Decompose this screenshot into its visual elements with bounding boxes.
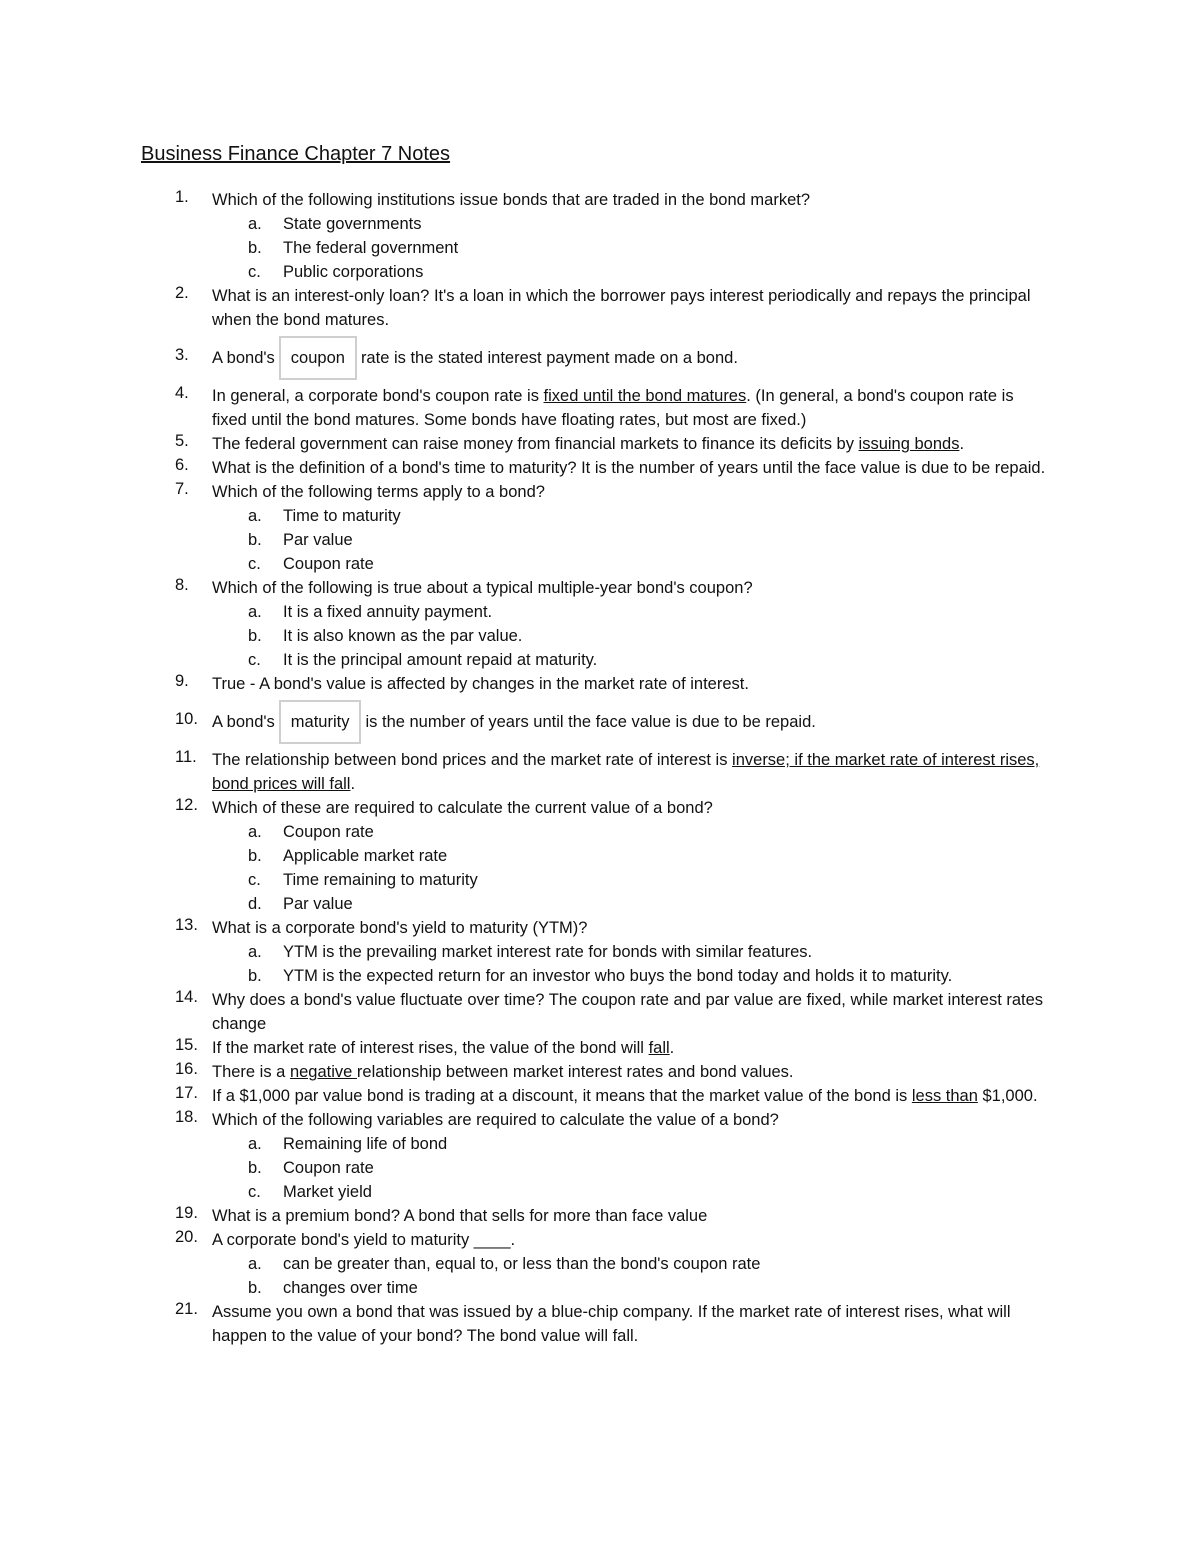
question-number: 17. xyxy=(175,1084,198,1102)
question-item xyxy=(0,1084,1200,1108)
question-text: What is the definition of a bond's time to maturity? It is the number of years until the face value is due to be repaid. xyxy=(212,459,1046,477)
option-letter: b. xyxy=(248,847,262,865)
option-letter: b. xyxy=(248,627,262,645)
question-list xyxy=(0,188,1200,1348)
option-text: Public corporations xyxy=(283,263,424,281)
question-number: 19. xyxy=(175,1204,198,1222)
question-text: Assume you own a bond that was issued by a blue-chip company. If the market rate of interest rises, what will happen to the value of your bond? The bond value will fall. xyxy=(212,1303,1011,1345)
underlined-answer: fall xyxy=(648,1039,670,1057)
question-item xyxy=(0,456,1200,480)
option-letter: d. xyxy=(248,895,262,913)
answer-option xyxy=(0,212,1200,236)
question-text xyxy=(212,332,1050,384)
question-text-post: rate is the stated interest payment made on a bond. xyxy=(360,349,738,367)
option-text: Coupon rate xyxy=(283,1159,374,1177)
question-item xyxy=(0,1108,1200,1132)
option-text: Par value xyxy=(283,531,353,549)
question-item xyxy=(0,1204,1200,1228)
answer-option xyxy=(0,260,1200,284)
answer-option xyxy=(0,892,1200,916)
question-text: Why does a bond's value fluctuate over time? The coupon rate and par value are fixed, while market interest rates change xyxy=(212,991,1044,1033)
answer-option xyxy=(0,528,1200,552)
page-title: Business Finance Chapter 7 Notes xyxy=(141,143,451,165)
question-text: What is a premium bond? A bond that sells for more than face value xyxy=(212,1207,708,1225)
answer-option xyxy=(0,648,1200,672)
option-text: It is also known as the par value. xyxy=(283,627,523,645)
question-text-pre: The relationship between bond prices and the market rate of interest is xyxy=(212,751,733,769)
answer-option xyxy=(0,1252,1200,1276)
option-text: Remaining life of bond xyxy=(283,1135,448,1153)
question-text-post: . xyxy=(669,1039,675,1057)
answer-option xyxy=(0,552,1200,576)
option-letter: a. xyxy=(248,507,262,525)
question-number: 4. xyxy=(175,384,189,402)
answer-option xyxy=(0,624,1200,648)
answer-option xyxy=(0,600,1200,624)
question-text-post: relationship between market interest rates and bond values. xyxy=(356,1063,794,1081)
question-item xyxy=(0,284,1200,332)
option-text: It is a fixed annuity payment. xyxy=(283,603,493,621)
question-text-post: is the number of years until the face value is due to be repaid. xyxy=(365,713,816,731)
question-text: What is an interest-only loan? It's a loan in which the borrower pays interest periodically and repays the principal when the bond matures. xyxy=(212,287,1031,329)
underlined-answer: inverse; if the market rate of interest rises, bond prices will fall xyxy=(212,751,1040,793)
question-text xyxy=(212,384,1050,432)
option-text: Applicable market rate xyxy=(283,847,448,865)
underlined-answer: fixed until the bond matures xyxy=(543,387,747,405)
option-text: It is the principal amount repaid at maturity. xyxy=(283,651,598,669)
question-item xyxy=(0,916,1200,940)
question-number: 14. xyxy=(175,988,198,1006)
option-letter: a. xyxy=(248,943,262,961)
option-text: The federal government xyxy=(283,239,459,257)
option-text: YTM is the expected return for an investor who buys the bond today and holds it to maturity. xyxy=(283,967,953,985)
option-letter: b. xyxy=(248,967,262,985)
question-number: 7. xyxy=(175,480,189,498)
answer-option xyxy=(0,868,1200,892)
question-number: 5. xyxy=(175,432,189,450)
option-letter: c. xyxy=(248,871,261,889)
question-text: Which of the following terms apply to a bond? xyxy=(212,483,545,501)
option-text: can be greater than, equal to, or less than the bond's coupon rate xyxy=(283,1255,761,1273)
option-text: Market yield xyxy=(283,1183,372,1201)
answer-option xyxy=(0,964,1200,988)
question-text-post: . (In general, a bond's coupon rate is fixed until the bond matures. Some bonds have floating rates, but most are fixed.) xyxy=(212,387,1014,429)
question-item xyxy=(0,576,1200,600)
question-text: True - A bond's value is affected by changes in the market rate of interest. xyxy=(212,675,749,693)
question-number: 10. xyxy=(175,710,198,728)
option-letter: b. xyxy=(248,239,262,257)
option-letter: a. xyxy=(248,823,262,841)
option-text: Time to maturity xyxy=(283,507,401,525)
answer-box: maturity xyxy=(279,700,362,744)
option-letter: a. xyxy=(248,603,262,621)
question-number: 8. xyxy=(175,576,189,594)
question-item xyxy=(0,384,1200,432)
option-text: changes over time xyxy=(283,1279,418,1297)
question-text-post: . xyxy=(350,775,356,793)
question-number: 20. xyxy=(175,1228,198,1246)
question-number: 21. xyxy=(175,1300,198,1318)
question-number: 6. xyxy=(175,456,189,474)
question-text xyxy=(212,1036,1050,1060)
question-number: 11. xyxy=(175,748,197,766)
option-text: YTM is the prevailing market interest rate for bonds with similar features. xyxy=(283,943,813,961)
question-text-pre: A bond's xyxy=(212,713,275,731)
option-text: Coupon rate xyxy=(283,823,374,841)
option-letter: c. xyxy=(248,263,261,281)
question-item xyxy=(0,696,1200,748)
question-text-pre: In general, a corporate bond's coupon rate is xyxy=(212,387,544,405)
underlined-answer: issuing bonds xyxy=(858,435,960,453)
question-number: 3. xyxy=(175,346,189,364)
question-text xyxy=(212,1060,1050,1084)
question-text-pre: A bond's xyxy=(212,349,275,367)
question-text: A corporate bond's yield to maturity ____. xyxy=(212,1231,516,1249)
answer-box: coupon xyxy=(279,336,357,380)
question-text: What is a corporate bond's yield to maturity (YTM)? xyxy=(212,919,588,937)
option-letter: b. xyxy=(248,1279,262,1297)
question-text-pre: The federal government can raise money from financial markets to finance its deficits by xyxy=(212,435,859,453)
answer-option xyxy=(0,940,1200,964)
question-text xyxy=(212,696,1050,748)
question-text xyxy=(212,432,1050,456)
question-item xyxy=(0,672,1200,696)
question-text-post: $1,000. xyxy=(977,1087,1038,1105)
option-letter: c. xyxy=(248,1183,261,1201)
question-number: 9. xyxy=(175,672,189,690)
option-text: Coupon rate xyxy=(283,555,374,573)
option-letter: c. xyxy=(248,651,261,669)
question-text: Which of the following variables are required to calculate the value of a bond? xyxy=(212,1111,779,1129)
option-letter: b. xyxy=(248,1159,262,1177)
option-letter: c. xyxy=(248,555,261,573)
question-item xyxy=(0,332,1200,384)
question-number: 15. xyxy=(175,1036,198,1054)
question-text xyxy=(212,1084,1050,1108)
answer-option xyxy=(0,844,1200,868)
option-text: State governments xyxy=(283,215,422,233)
option-text: Par value xyxy=(283,895,353,913)
question-item xyxy=(0,988,1200,1036)
question-text-pre: There is a xyxy=(212,1063,290,1081)
question-item xyxy=(0,1036,1200,1060)
question-text: Which of the following is true about a typical multiple-year bond's coupon? xyxy=(212,579,753,597)
question-text-post: . xyxy=(959,435,965,453)
question-text: Which of these are required to calculate the current value of a bond? xyxy=(212,799,713,817)
question-number: 16. xyxy=(175,1060,198,1078)
question-text-pre: If the market rate of interest rises, the value of the bond will xyxy=(212,1039,649,1057)
answer-option xyxy=(0,1180,1200,1204)
question-item xyxy=(0,480,1200,504)
question-number: 12. xyxy=(175,796,198,814)
answer-option xyxy=(0,236,1200,260)
question-number: 1. xyxy=(175,188,189,206)
question-item xyxy=(0,1060,1200,1084)
question-number: 18. xyxy=(175,1108,198,1126)
option-text: Time remaining to maturity xyxy=(283,871,478,889)
option-letter: b. xyxy=(248,531,262,549)
answer-option xyxy=(0,504,1200,528)
question-item xyxy=(0,1228,1200,1252)
question-item xyxy=(0,796,1200,820)
question-text-pre: If a $1,000 par value bond is trading at a discount, it means that the market value of the bond is xyxy=(212,1087,912,1105)
question-number: 2. xyxy=(175,284,189,302)
question-number: 13. xyxy=(175,916,198,934)
option-letter: a. xyxy=(248,1135,262,1153)
question-text: Which of the following institutions issue bonds that are traded in the bond market? xyxy=(212,191,811,209)
question-item xyxy=(0,748,1200,796)
question-item xyxy=(0,188,1200,212)
option-letter: a. xyxy=(248,215,262,233)
underlined-answer: negative xyxy=(289,1063,357,1081)
answer-option xyxy=(0,1276,1200,1300)
answer-option xyxy=(0,1132,1200,1156)
question-item xyxy=(0,1300,1200,1348)
answer-option xyxy=(0,1156,1200,1180)
question-text xyxy=(212,748,1050,796)
answer-option xyxy=(0,820,1200,844)
underlined-answer: less than xyxy=(911,1087,978,1105)
question-item xyxy=(0,432,1200,456)
option-letter: a. xyxy=(248,1255,262,1273)
